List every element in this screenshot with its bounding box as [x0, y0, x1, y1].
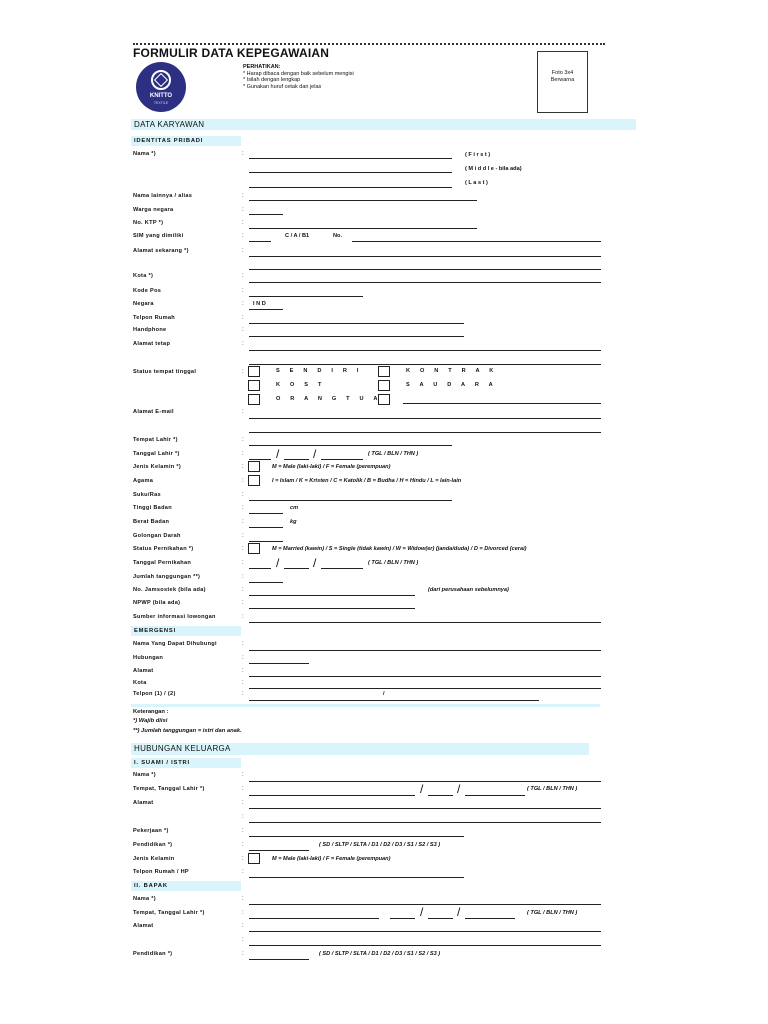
colon: :	[242, 869, 244, 875]
alamat-sekarang-field[interactable]	[249, 269, 601, 270]
telpon-darurat-field[interactable]	[249, 700, 539, 701]
label-alamat-darurat: Alamat	[133, 668, 154, 674]
suku-field[interactable]	[249, 500, 452, 501]
colon: :	[242, 691, 244, 697]
alamat-pasangan-field[interactable]	[249, 808, 601, 809]
date-format-hint: ( TGL / BLN / THN )	[527, 910, 578, 916]
nama-lain-field[interactable]	[249, 200, 477, 201]
colon: :	[242, 233, 244, 239]
notes-required: *) Wajib diisi	[133, 718, 168, 724]
date-separator: /	[457, 782, 461, 796]
colon: :	[242, 341, 244, 347]
label-jenis-kelamin: Jenis Kelamin *)	[133, 464, 182, 470]
alamat-tetap-field[interactable]	[249, 350, 601, 351]
label-telpon-rumah: Telpon Rumah	[133, 315, 176, 321]
option-kost: K O S T	[276, 382, 326, 388]
tgl-lahir-pasangan-field[interactable]	[428, 795, 453, 796]
kode-pos-field[interactable]	[249, 296, 363, 297]
label-jk-pasangan: Jenis Kelamin	[133, 856, 175, 862]
colon: :	[242, 910, 244, 916]
label-alamat-pasangan: Alamat	[133, 800, 154, 806]
tempat-lahir-pasangan-field[interactable]	[249, 795, 415, 796]
tgl-nikah-day-field[interactable]	[249, 568, 271, 569]
colon: :	[242, 923, 244, 929]
date-format-hint: ( TGL / BLN / THN )	[368, 451, 419, 457]
date-separator: /	[313, 556, 317, 570]
colon: :	[242, 614, 244, 620]
jamsostek-field[interactable]	[249, 595, 415, 596]
label-ttl-bapak: Tempat, Tanggal Lahir *)	[133, 910, 205, 916]
subsection-emergensi: EMERGENSI	[134, 628, 176, 634]
colon: :	[242, 937, 244, 943]
label-sumber-informasi: Sumber informasi lowongan	[133, 614, 216, 620]
colon: :	[242, 641, 244, 647]
nama-pasangan-field[interactable]	[249, 781, 601, 782]
photo-label: Berwarna	[550, 77, 575, 83]
colon: :	[242, 464, 244, 470]
label-status-pernikahan: Status Pernikahan *)	[133, 546, 194, 552]
colon: :	[242, 451, 244, 457]
colon: :	[242, 519, 244, 525]
tgl-lahir-year-field[interactable]	[321, 459, 363, 460]
colon: :	[242, 248, 244, 254]
colon: :	[242, 492, 244, 498]
telpon-pasangan-field[interactable]	[249, 877, 464, 878]
colon: :	[242, 301, 244, 307]
jk-pasangan-box[interactable]	[248, 853, 260, 864]
tempat-lahir-field[interactable]	[249, 445, 452, 446]
label-suku: Suku/Ras	[133, 492, 161, 498]
notice-box	[243, 64, 354, 90]
jenis-kelamin-legend: M = Male (laki-laki) / F = Female (perempuan)	[272, 856, 391, 862]
colon: :	[242, 273, 244, 279]
colon: :	[242, 437, 244, 443]
label-first: ( F i r s t )	[465, 152, 491, 158]
label-pendidikan-pasangan: Pendidikan *)	[133, 842, 173, 848]
checkbox-sendiri[interactable]	[248, 366, 260, 377]
agama-legend: I = Islam / K = Kristen / C = Katolik / B = Budha / H = Hindu / L = lain-lain	[272, 478, 462, 484]
section-band	[131, 119, 636, 130]
notice-title: PERHATIKAN:	[243, 64, 281, 70]
colon: :	[242, 842, 244, 848]
label-pekerjaan-pasangan: Pekerjaan *)	[133, 828, 169, 834]
status-pernikahan-legend: M = Married (kawin) / S = Single (tidak kawin) / W = Widow(er) (janda/duda) / D = Divorced (cerai)	[272, 546, 527, 552]
negara-field[interactable]	[249, 309, 283, 310]
logo-mark-icon	[151, 70, 171, 90]
alamat-bapak-field[interactable]	[249, 945, 601, 946]
logo-text: KNITTO	[149, 93, 173, 99]
thn-lahir-bapak-field[interactable]	[465, 918, 515, 919]
alamat-sekarang-field[interactable]	[249, 256, 601, 257]
label-golongan-darah: Golongan Darah	[133, 533, 181, 539]
sim-number-field[interactable]	[352, 241, 601, 242]
subsection-bapak: II. BAPAK	[134, 883, 168, 889]
colon: :	[242, 680, 244, 686]
kota-darurat-field[interactable]	[249, 688, 601, 689]
colon: :	[242, 814, 244, 820]
colon: :	[242, 600, 244, 606]
date-separator: /	[276, 556, 280, 570]
warga-negara-field[interactable]	[249, 214, 283, 215]
label-kota-darurat: Kota	[133, 680, 147, 686]
unit-cm: cm	[290, 505, 299, 511]
colon: :	[242, 193, 244, 199]
label-telpon-darurat: Telpon (1) / (2)	[133, 691, 176, 697]
jenis-kelamin-legend: M = Male (laki-laki) / F = Female (perempuan)	[272, 464, 391, 470]
option-saudara: S A U D A R A	[406, 382, 497, 388]
pendidikan-legend: ( SD / SLTP / SLTA / D1 / D2 / D3 / S1 / S2 / S3 )	[319, 951, 441, 957]
colon: :	[242, 668, 244, 674]
date-separator: /	[457, 905, 461, 919]
notes-tanggungan: **) Jumlah tanggungan = istri dan anak.	[133, 728, 242, 734]
checkbox-saudara[interactable]	[378, 380, 390, 391]
alamat-pasangan-field[interactable]	[249, 822, 601, 823]
label-alamat-sekarang: Alamat sekarang *)	[133, 248, 189, 254]
agama-box[interactable]	[248, 475, 260, 486]
label-ktp: No. KTP *)	[133, 220, 164, 226]
option-sendiri: S E N D I R I	[276, 368, 363, 374]
checkbox-lainnya[interactable]	[378, 394, 390, 405]
status-lainnya-field[interactable]	[403, 403, 601, 404]
sim-types: C / A / B1	[285, 233, 310, 239]
colon: :	[242, 369, 244, 375]
kota-field[interactable]	[249, 282, 601, 283]
tanggungan-field[interactable]	[249, 582, 283, 583]
tgl-nikah-month-field[interactable]	[284, 568, 309, 569]
npwp-field[interactable]	[249, 608, 415, 609]
header-divider	[133, 43, 605, 45]
label-alamat-tetap: Alamat tetap	[133, 341, 171, 347]
hubungan-field[interactable]	[249, 663, 309, 664]
date-separator: /	[313, 447, 317, 461]
nama-bapak-field[interactable]	[249, 904, 601, 905]
tgl-lahir-bapak-field[interactable]	[390, 918, 415, 919]
colon: :	[242, 207, 244, 213]
colon: :	[242, 896, 244, 902]
golongan-darah-field[interactable]	[249, 541, 283, 542]
sim-type-field[interactable]	[249, 241, 271, 242]
berat-badan-field[interactable]	[249, 527, 283, 528]
notice-line: * Isilah dengan lengkap	[243, 77, 301, 84]
label-kota: Kota *)	[133, 273, 154, 279]
colon: :	[242, 800, 244, 806]
date-separator: /	[276, 447, 280, 461]
label-warga-negara: Warga negara	[133, 207, 174, 213]
colon: :	[242, 327, 244, 333]
date-separator: /	[420, 905, 424, 919]
label-tempat-lahir: Tempat Lahir *)	[133, 437, 178, 443]
colon: :	[242, 772, 244, 778]
sim-no-label: No.	[333, 233, 343, 239]
label-jumlah-tanggungan: Jumlah tanggungan **)	[133, 574, 201, 580]
label-kontak-darurat: Nama Yang Dapat Dihubungi	[133, 641, 217, 647]
option-kontrak: K O N T R A K	[406, 368, 498, 374]
tgl-nikah-year-field[interactable]	[321, 568, 363, 569]
colon: :	[242, 220, 244, 226]
label-agama: Agama	[133, 478, 154, 484]
label-pendidikan-bapak: Pendidikan *)	[133, 951, 173, 957]
label-middle: ( M i d d l e - bila ada)	[465, 166, 522, 172]
handphone-field[interactable]	[249, 336, 464, 337]
label-berat-badan: Berat Badan	[133, 519, 170, 525]
colon: :	[242, 828, 244, 834]
alamat-tetap-field[interactable]	[249, 364, 601, 365]
notes-title: Keterangan :	[133, 709, 169, 715]
label-telpon-pasangan: Telpon Rumah / HP	[133, 869, 189, 875]
divider-band	[131, 704, 600, 707]
jamsostek-note: (dari perusahaan sebelumnya)	[428, 587, 509, 593]
alamat-bapak-field[interactable]	[249, 931, 601, 932]
label-alamat-email: Alamat E-mail	[133, 409, 174, 415]
telpon-separator: /	[383, 691, 385, 697]
pendidikan-bapak-field[interactable]	[249, 959, 309, 960]
negara-value: I N D	[253, 301, 266, 307]
email-field[interactable]	[249, 432, 601, 433]
subsection-suami-istri: I. SUAMI / ISTRI	[134, 760, 190, 766]
colon: :	[242, 546, 244, 552]
colon: :	[242, 505, 244, 511]
subsection-identitas: IDENTITAS PRIBADI	[134, 138, 204, 144]
label-ttl-pasangan: Tempat, Tanggal Lahir *)	[133, 786, 205, 792]
label-kode-pos: Kode Pos	[133, 288, 162, 294]
nama-middle-field[interactable]	[249, 172, 452, 173]
label-negara: Negara	[133, 301, 154, 307]
checkbox-kontrak[interactable]	[378, 366, 390, 377]
checkbox-orang-tua[interactable]	[248, 394, 260, 405]
colon: :	[242, 786, 244, 792]
label-nama-bapak: Nama *)	[133, 896, 156, 902]
ktp-field[interactable]	[249, 228, 477, 229]
tgl-lahir-month-field[interactable]	[284, 459, 309, 460]
label-handphone: Handphone	[133, 327, 167, 333]
tempat-lahir-bapak-field[interactable]	[249, 918, 379, 919]
colon: :	[242, 288, 244, 294]
date-format-hint: ( TGL / BLN / THN )	[527, 786, 578, 792]
label-npwp: NPWP (bila ada)	[133, 600, 181, 606]
section-data-karyawan: DATA KARYAWAN	[134, 120, 205, 129]
option-orang-tua: O R A N G T U A	[276, 396, 382, 402]
label-tanggal-pernikahan: Tanggal Pernikahan	[133, 560, 192, 566]
unit-kg: kg	[290, 519, 297, 525]
colon: :	[242, 315, 244, 321]
notice-line: * Gunakan huruf cetak dan jelas	[243, 83, 322, 90]
date-format-hint: ( TGL / BLN / THN )	[368, 560, 419, 566]
colon: :	[242, 951, 244, 957]
sumber-informasi-field[interactable]	[249, 622, 601, 623]
email-field[interactable]	[249, 418, 601, 419]
status-pernikahan-box[interactable]	[248, 543, 260, 554]
date-separator: /	[420, 782, 424, 796]
colon: :	[242, 655, 244, 661]
colon: :	[242, 856, 244, 862]
jenis-kelamin-box[interactable]	[248, 461, 260, 472]
label-nama: Nama *)	[133, 151, 156, 157]
tgl-lahir-day-field[interactable]	[249, 459, 271, 460]
colon: :	[242, 151, 244, 157]
nama-last-field[interactable]	[249, 187, 452, 188]
label-alamat-bapak: Alamat	[133, 923, 154, 929]
company-logo	[136, 62, 186, 112]
label-nama-lain: Nama lainnya / alias	[133, 193, 193, 199]
nama-first-field[interactable]	[249, 158, 452, 159]
section-hubungan-keluarga: HUBUNGAN KELUARGA	[134, 744, 231, 753]
pekerjaan-pasangan-field[interactable]	[249, 836, 464, 837]
logo-subtext: TEXTILE	[153, 101, 169, 105]
colon: :	[242, 560, 244, 566]
pendidikan-legend: ( SD / SLTP / SLTA / D1 / D2 / D3 / S1 / S2 / S3 )	[319, 842, 441, 848]
colon: :	[242, 587, 244, 593]
thn-lahir-pasangan-field[interactable]	[465, 795, 525, 796]
alamat-darurat-field[interactable]	[249, 676, 601, 677]
photo-placeholder[interactable]	[537, 51, 588, 113]
colon: :	[242, 533, 244, 539]
photo-label: Foto 3x4	[551, 70, 574, 76]
bln-lahir-bapak-field[interactable]	[428, 918, 453, 919]
colon: :	[242, 478, 244, 484]
telpon-rumah-field[interactable]	[249, 323, 464, 324]
notice-line: * Harap dibaca dengan baik sebelum mengisi	[243, 70, 354, 77]
label-tanggal-lahir: Tanggal Lahir *)	[133, 451, 180, 457]
label-nama-pasangan: Nama *)	[133, 772, 156, 778]
colon: :	[242, 409, 244, 415]
label-last: ( L a s t )	[465, 180, 488, 186]
pendidikan-pasangan-field[interactable]	[249, 850, 309, 851]
tinggi-badan-field[interactable]	[249, 513, 283, 514]
colon: :	[242, 574, 244, 580]
label-tinggi-badan: Tinggi Badan	[133, 505, 172, 511]
checkbox-kost[interactable]	[248, 380, 260, 391]
kontak-darurat-field[interactable]	[249, 650, 601, 651]
label-sim: SIM yang dimiliki	[133, 233, 184, 239]
page-title: FORMULIR DATA KEPEGAWAIAN	[133, 46, 330, 60]
label-status-tinggal: Status tempat tinggal	[133, 369, 197, 375]
label-hubungan: Hubungan	[133, 655, 164, 661]
label-jamsostek: No. Jamsostek (bila ada)	[133, 587, 206, 593]
